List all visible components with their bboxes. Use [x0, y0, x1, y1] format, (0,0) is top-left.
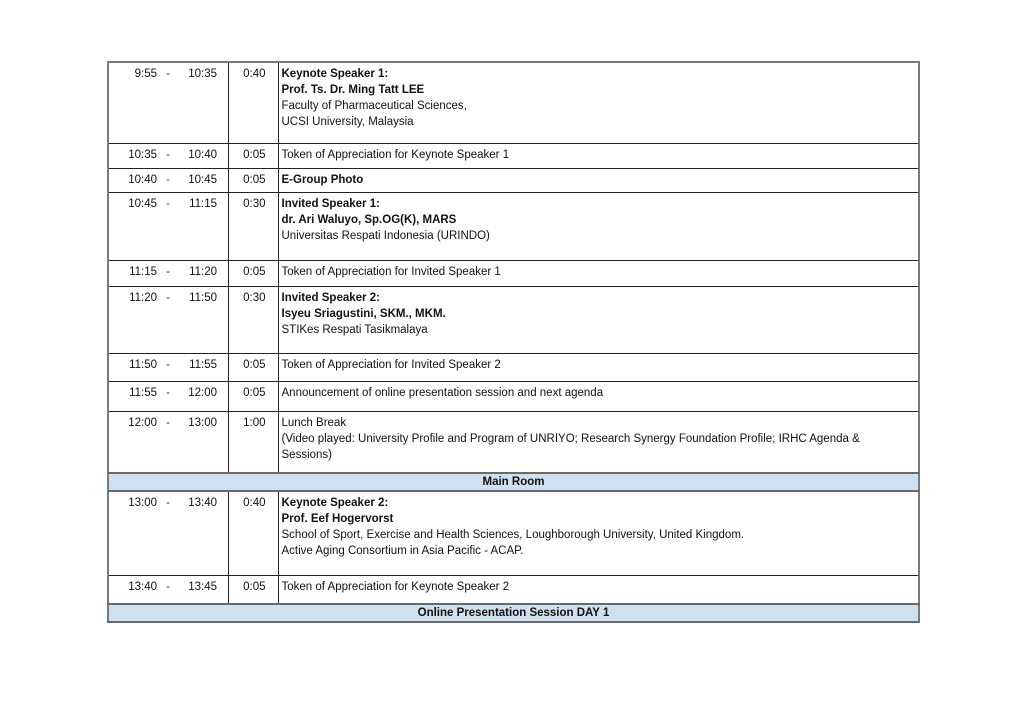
start-time: 13:00 [128, 497, 157, 509]
agenda-row [108, 382, 919, 412]
duration-cell: 0:05 [228, 144, 278, 169]
description-line: UCSI University, Malaysia [281, 116, 414, 128]
start-time: 13:40 [128, 581, 157, 593]
time-separator: - [166, 359, 170, 371]
duration-cell: 0:05 [228, 261, 278, 287]
section-header-row [108, 473, 919, 491]
description-cell [278, 169, 919, 193]
agenda-row [108, 354, 919, 382]
end-time: 10:45 [188, 174, 217, 186]
start-time: 11:55 [129, 387, 157, 399]
description-cell [278, 261, 919, 287]
description-line: STIKes Respati Tasikmalaya [281, 324, 428, 336]
end-time: 13:45 [188, 581, 217, 593]
time-range-cell [108, 354, 228, 382]
time-separator: - [166, 581, 170, 593]
agenda-row [108, 261, 919, 287]
duration-cell: 0:40 [228, 62, 278, 144]
time-separator: - [166, 417, 170, 429]
description-line: Isyeu Sriagustini, SKM., MKM. [281, 308, 446, 320]
end-time: 11:50 [189, 292, 217, 304]
time-range-cell [108, 287, 228, 354]
start-time: 10:45 [128, 198, 157, 210]
duration-cell: 1:00 [228, 412, 278, 474]
time-range-cell [108, 261, 228, 287]
time-range-cell [108, 491, 228, 576]
time-separator: - [166, 68, 170, 80]
description-cell [278, 144, 919, 169]
description-line: Faculty of Pharmaceutical Sciences, [281, 100, 467, 112]
description-line: E-Group Photo [281, 174, 364, 186]
agenda-row [108, 576, 919, 605]
start-time: 11:15 [129, 266, 157, 278]
end-time: 10:35 [188, 68, 217, 80]
description-cell [278, 412, 919, 474]
description-cell [278, 491, 919, 576]
agenda-row [108, 287, 919, 354]
description-cell [278, 62, 919, 144]
time-separator: - [166, 198, 170, 210]
duration-cell: 0:05 [228, 382, 278, 412]
description-line: Prof. Eef Hogervorst [281, 513, 394, 525]
time-separator: - [166, 149, 170, 161]
end-time: 11:55 [189, 359, 217, 371]
agenda-row [108, 144, 919, 169]
end-time: 12:00 [188, 387, 217, 399]
description-line: Active Aging Consortium in Asia Pacific - ACAP. [281, 545, 524, 557]
time-separator: - [166, 174, 170, 186]
description-line: dr. Ari Waluyo, Sp.OG(K), MARS [281, 214, 457, 226]
duration-cell: 0:05 [228, 576, 278, 605]
time-range-cell [108, 62, 228, 144]
duration-cell: 0:40 [228, 491, 278, 576]
start-time: 9:55 [134, 68, 157, 80]
start-time: 11:20 [129, 292, 157, 304]
time-separator: - [166, 497, 170, 509]
duration-cell: 0:30 [228, 193, 278, 261]
description-line: Prof. Ts. Dr. Ming Tatt LEE [281, 84, 425, 96]
agenda-table [107, 61, 920, 623]
time-range-cell [108, 382, 228, 412]
time-range-cell [108, 576, 228, 605]
description-line: Token of Appreciation for Invited Speaker 2 [281, 359, 501, 371]
agenda-body [108, 62, 919, 622]
time-range-cell [108, 193, 228, 261]
description-line: Universitas Respati Indonesia (URINDO) [281, 230, 490, 242]
end-time: 13:40 [188, 497, 217, 509]
time-range-cell [108, 412, 228, 474]
description-cell [278, 382, 919, 412]
end-time: 11:20 [189, 266, 217, 278]
description-line: Token of Appreciation for Invited Speaker 1 [281, 266, 501, 278]
time-separator: - [166, 292, 170, 304]
description-cell [278, 193, 919, 261]
description-cell [278, 287, 919, 354]
agenda-row [108, 169, 919, 193]
description-line: Lunch Break [281, 417, 347, 429]
start-time: 10:40 [128, 174, 157, 186]
description-line: Announcement of online presentation session and next agenda [281, 387, 604, 399]
time-range-cell [108, 144, 228, 169]
description-line: Keynote Speaker 1: [281, 68, 389, 80]
agenda-row [108, 412, 919, 474]
start-time: 11:50 [129, 359, 157, 371]
end-time: 11:15 [189, 198, 217, 210]
end-time: 10:40 [188, 149, 217, 161]
description-cell [278, 576, 919, 605]
start-time: 10:35 [128, 149, 157, 161]
description-line: Invited Speaker 2: [281, 292, 380, 304]
duration-cell: 0:30 [228, 287, 278, 354]
agenda-row [108, 62, 919, 144]
section-header-row [108, 604, 919, 622]
section-header-label: Online Presentation Session DAY 1 [108, 604, 919, 622]
description-line: Invited Speaker 1: [281, 198, 380, 210]
description-line: Sessions) [281, 449, 332, 461]
time-range-cell [108, 169, 228, 193]
agenda-row [108, 491, 919, 576]
description-line: (Video played: University Profile and Program of UNRIYO; Research Synergy Foundation Profile; IRHC Agenda & [281, 433, 860, 445]
end-time: 13:00 [188, 417, 217, 429]
time-separator: - [166, 266, 170, 278]
time-separator: - [166, 387, 170, 399]
section-header-label: Main Room [108, 473, 919, 491]
agenda-row [108, 193, 919, 261]
duration-cell: 0:05 [228, 354, 278, 382]
duration-cell: 0:05 [228, 169, 278, 193]
description-cell [278, 354, 919, 382]
description-line: Token of Appreciation for Keynote Speaker 1 [281, 149, 510, 161]
description-line: School of Sport, Exercise and Health Sciences, Loughborough University, United Kingdom. [281, 529, 745, 541]
description-line: Keynote Speaker 2: [281, 497, 389, 509]
start-time: 12:00 [128, 417, 157, 429]
description-line: Token of Appreciation for Keynote Speaker 2 [281, 581, 510, 593]
